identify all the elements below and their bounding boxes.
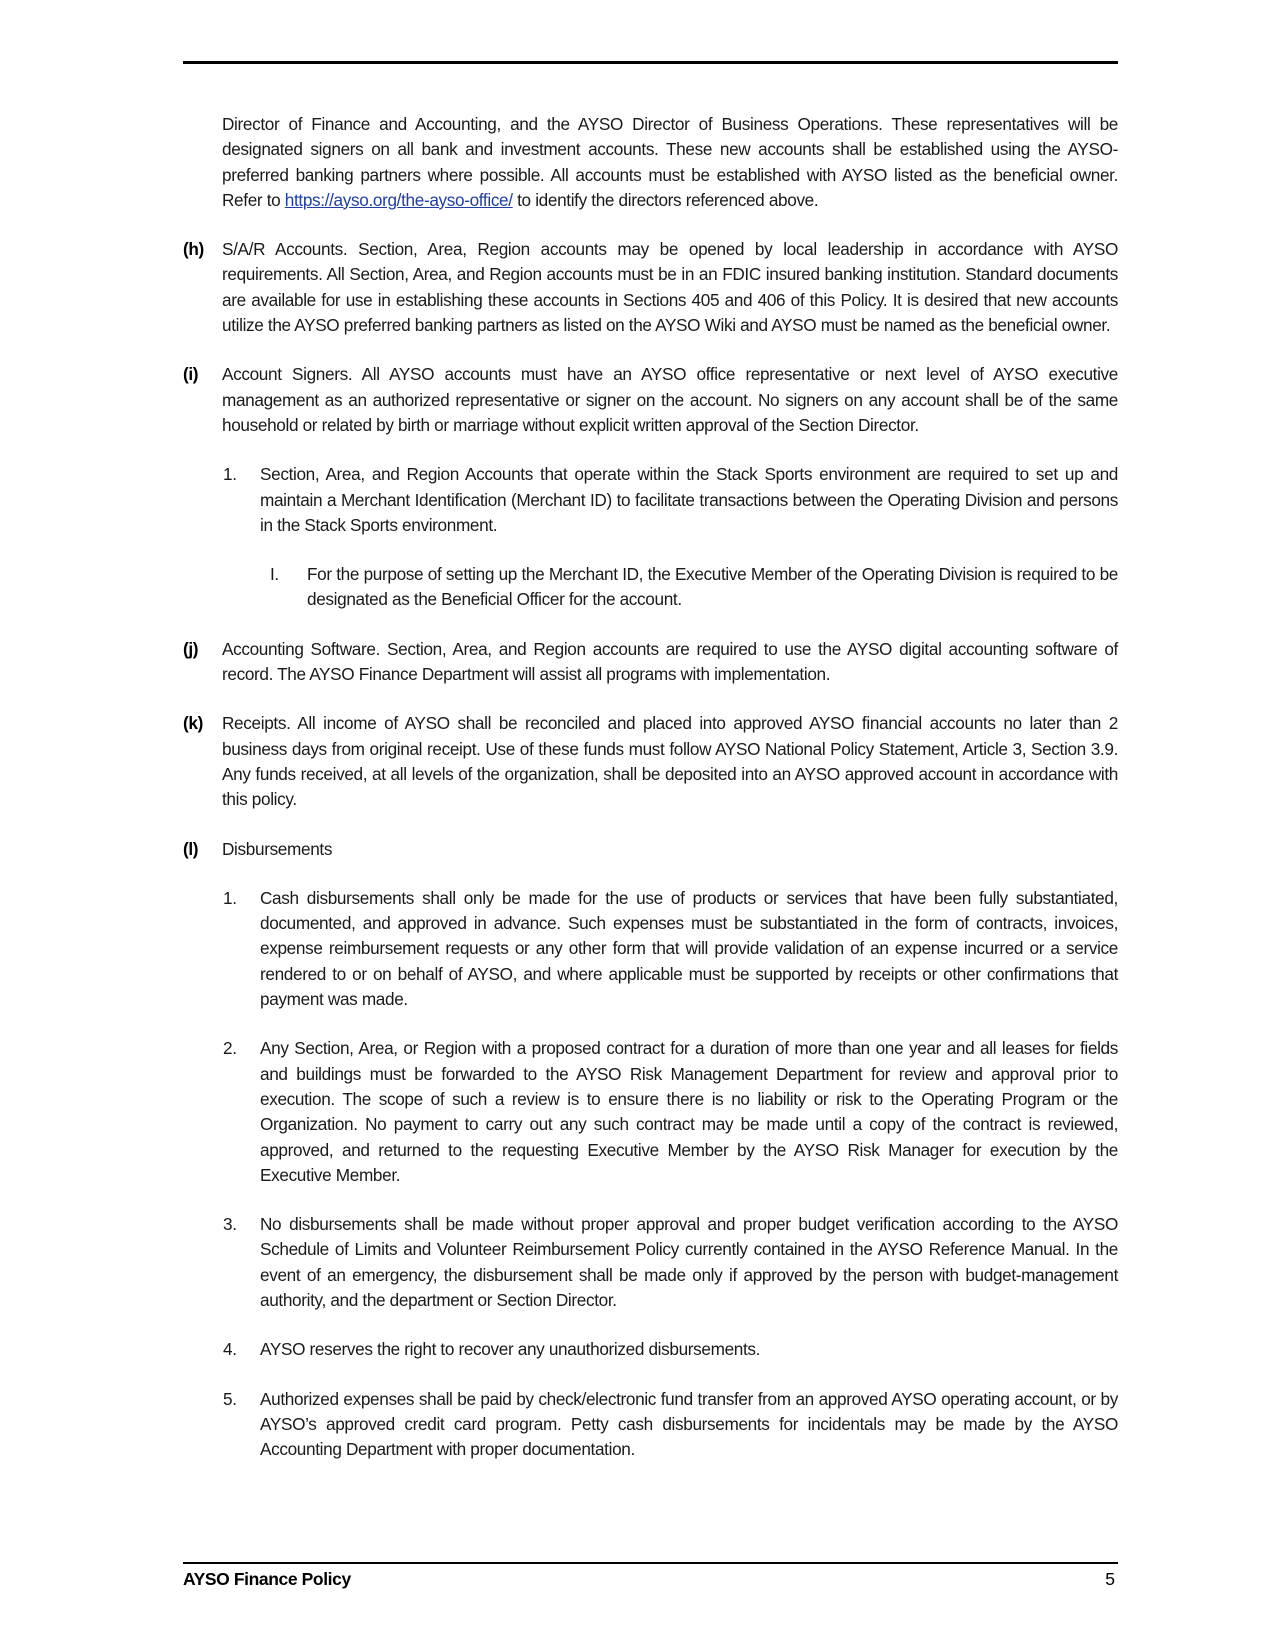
ayso-office-link[interactable]: https://ayso.org/the-ayso-office/	[284, 189, 513, 210]
page-number: 5	[1105, 1569, 1115, 1589]
section-k	[183, 711, 1118, 812]
section-text: Accounting Software. Section, Area, and Region accounts are required to use the AYSO digital accounting software of record. The AYSO Finance Department will assist all programs with implementation.	[222, 638, 1118, 685]
header-rule	[183, 61, 1118, 64]
intro-text: Director of Finance and Accounting, and the AYSO Director of Business Operations. These representatives will be designated signers on all bank and investment accounts. These new accounts shall be established using the AYSO-preferred banking partners where possible. All accounts must be established with AYSO listed as the beneficial owner. Refer to	[222, 114, 1118, 210]
intro-text-after: to identify the directors referenced above.	[512, 189, 819, 210]
sub-list-item	[183, 562, 1118, 613]
list-number: 4.	[223, 1339, 237, 1360]
section-i	[183, 362, 1118, 438]
list-item	[183, 1337, 1118, 1362]
intro-paragraph	[183, 112, 1118, 213]
list-item	[183, 1212, 1118, 1313]
section-text: S/A/R Accounts. Section, Area, Region accounts may be opened by local leadership in accordance with AYSO requirements. All Section, Area, and Region accounts must be in an FDIC insured banking institution. Standard documents are available for use in establishing these accounts in Sections 405 and 406 of this Policy. It is desired that new accounts utilize the AYSO preferred banking partners as listed on the AYSO Wiki and AYSO must be named as the beneficial owner.	[222, 239, 1118, 336]
section-h	[183, 237, 1118, 338]
section-label: (l)	[183, 838, 199, 859]
section-l	[183, 837, 1118, 862]
section-text: Receipts. All income of AYSO shall be reconciled and placed into approved AYSO financial accounts no later than 2 business days from original receipt. Use of these funds must follow AYSO National Policy Statement, Article 3, Section 3.9. Any funds received, at all levels of the organization, shall be deposited into an AYSO approved account in accordance with this policy.	[222, 713, 1118, 810]
section-label: (k)	[183, 713, 203, 734]
list-number: 3.	[223, 1214, 237, 1235]
section-text: Disbursements	[222, 838, 333, 859]
list-item	[183, 1036, 1118, 1188]
list-item	[183, 462, 1118, 538]
list-number: I.	[270, 564, 279, 585]
section-j	[183, 637, 1118, 688]
section-text: Account Signers. All AYSO accounts must have an AYSO office representative or next level of AYSO executive management as an authorized representative or signer on the account. No signers on any account shall be of the same household or related by birth or marriage without explicit written approval of the Section Director.	[222, 364, 1118, 435]
document-body	[183, 112, 1118, 1462]
list-number: 2.	[223, 1038, 237, 1059]
list-number: 5.	[223, 1388, 237, 1409]
list-text: Any Section, Area, or Region with a proposed contract for a duration of more than one year and all leases for fields and buildings must be forwarded to the AYSO Risk Management Department for review and approval prior to execution. The scope of such a review is to ensure there is no liability or risk to the Operating Program or the Organization. No payment to carry out any such contract may be made until a copy of the contract is reviewed, approved, and returned to the requesting Executive Member by the AYSO Risk Manager for execution by the Executive Member.	[260, 1038, 1118, 1185]
list-text: Authorized expenses shall be paid by check/electronic fund transfer from an approved AYSO operating account, or by AYSO’s approved credit card program. Petty cash disbursements for incidentals may be made by the AYSO Accounting Department with proper documentation.	[260, 1388, 1118, 1460]
section-label: (h)	[183, 239, 204, 260]
section-label: (i)	[183, 364, 199, 385]
list-item	[183, 1387, 1118, 1463]
list-text: Section, Area, and Region Accounts that operate within the Stack Sports environment are required to set up and maintain a Merchant Identification (Merchant ID) to facilitate transactions between the Operating Division and persons in the Stack Sports environment.	[260, 464, 1118, 535]
list-item	[183, 886, 1118, 1012]
footer-rule	[183, 1562, 1118, 1564]
section-label: (j)	[183, 638, 199, 659]
list-number: 1.	[223, 464, 237, 485]
list-text: Cash disbursements shall only be made for the use of products or services that have been fully substantiated, documented, and approved in advance. Such expenses must be substantiated in the form of contracts, invoices, expense reimbursement requests or any other form that will provide validation of an expense incurred or a service rendered to or on behalf of AYSO, and where applicable must be supported by receipts or other confirmations that payment was made.	[260, 887, 1118, 1010]
list-number: 1.	[223, 887, 237, 908]
list-text: For the purpose of setting up the Merchant ID, the Executive Member of the Operating Division is required to be designated as the Beneficial Officer for the account.	[307, 564, 1118, 610]
list-text: No disbursements shall be made without proper approval and proper budget verification according to the AYSO Schedule of Limits and Volunteer Reimbursement Policy currently contained in the AYSO Reference Manual. In the event of an emergency, the disbursement shall be made only if approved by the person with budget-management authority, and the department or Section Director.	[260, 1214, 1118, 1310]
footer-title: AYSO Finance Policy	[183, 1569, 351, 1589]
list-text: AYSO reserves the right to recover any unauthorized disbursements.	[260, 1339, 761, 1360]
